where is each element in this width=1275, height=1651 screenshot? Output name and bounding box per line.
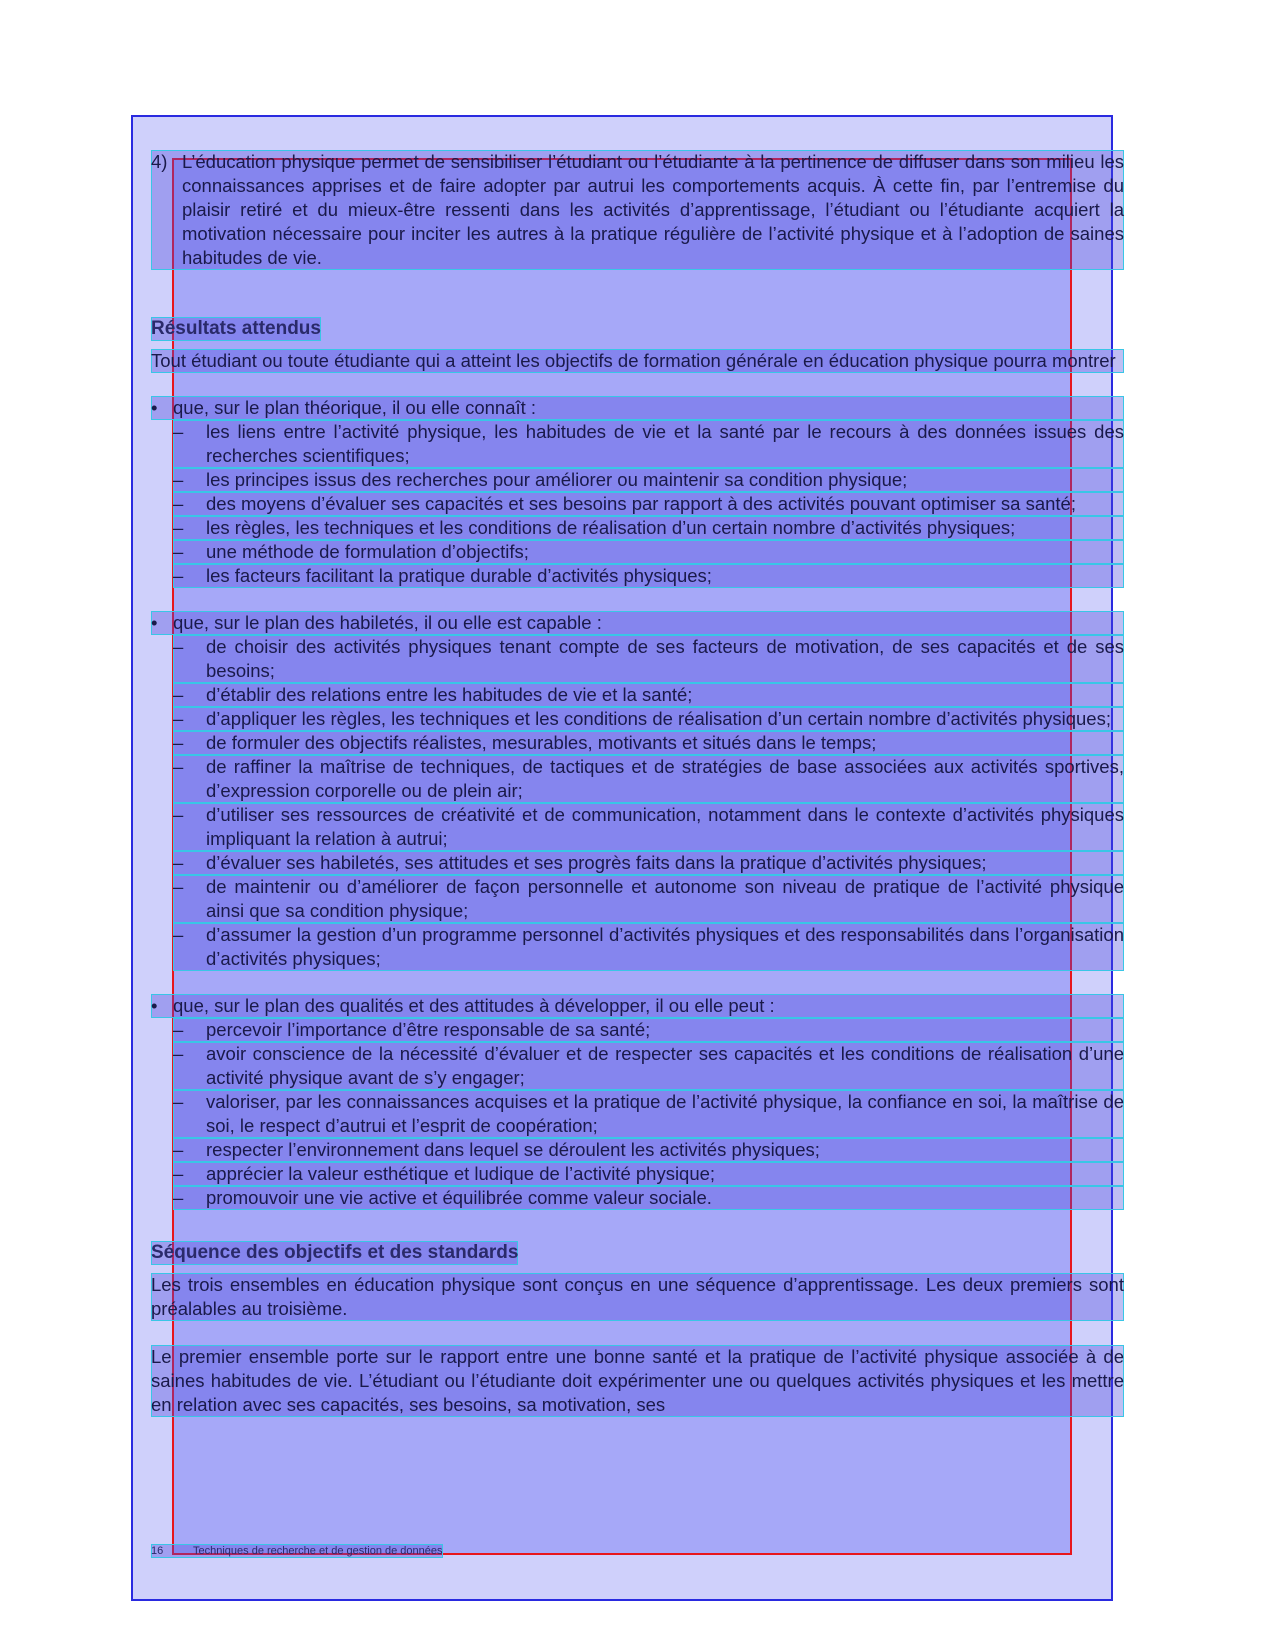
dash-icon: – — [173, 517, 184, 538]
dash-icon: – — [173, 1163, 184, 1184]
dash-icon: – — [173, 469, 184, 490]
list-item: – percevoir l’importance d’être responsable de sa santé; — [173, 1018, 1124, 1042]
sequence-paragraph-2: Le premier ensemble porte sur le rapport entre une bonne santé et la pratique de l’activité physique associée à de saines habitudes de vie. L’étudiant ou l’étudiante doit expérimenter une ou quelques activités physiques et les mettre en relation avec ses capacités, ses besoins, sa motivation, ses — [151, 1346, 1124, 1415]
list-item: – les liens entre l’activité physique, les habitudes de vie et la santé par le recours à des données issues des recherches scientifiques; — [173, 421, 1124, 466]
numbered-item-4 — [151, 150, 1124, 270]
bullet-lead — [151, 396, 1124, 420]
list-item: – d’appliquer les règles, les techniques et les conditions de réalisation d’un certain nombre d’activités physiques; — [173, 707, 1124, 731]
list-item: – apprécier la valeur esthétique et ludique de l’activité physique; — [173, 1162, 1124, 1186]
dash-icon: – — [173, 1019, 184, 1040]
list-item: – une méthode de formulation d’objectifs; — [173, 540, 1124, 564]
dash-icon: – — [173, 1187, 184, 1208]
bullet-lead-text: que, sur le plan des habiletés, il ou elle est capable : — [173, 612, 602, 633]
dash-icon: – — [173, 852, 184, 873]
list-item: – valoriser, par les connaissances acquises et la pratique de l’activité physique, la confiance en soi, la maîtrise de soi, le respect d’autrui et l’esprit de coopération; — [173, 1091, 1124, 1136]
bullet-group-theorique — [151, 396, 1124, 588]
list-item: – promouvoir une vie active et équilibrée comme valeur sociale. — [173, 1186, 1124, 1210]
dash-icon: – — [173, 565, 184, 586]
bullet-group-qualites — [151, 994, 1124, 1210]
dash-icon: – — [173, 708, 184, 729]
page-number: 16 — [151, 1545, 164, 1557]
bullet-lead-text: que, sur le plan théorique, il ou elle connaît : — [173, 397, 537, 418]
bullet-group-habiletes — [151, 611, 1124, 971]
section-heading-sequence: Séquence des objectifs et des standards — [151, 1242, 519, 1263]
bullet-icon: • — [151, 397, 158, 418]
dash-icon: – — [173, 756, 184, 777]
dash-icon: – — [173, 541, 184, 562]
list-item: – de formuler des objectifs réalistes, mesurables, motivants et situés dans le temps; — [173, 731, 1124, 755]
dash-icon: – — [173, 636, 184, 657]
list-item: – de raffiner la maîtrise de techniques, de tactiques et de stratégies de base associées aux activités sportives, d’expression corporelle ou de plein air; — [173, 756, 1124, 801]
dash-icon: – — [173, 684, 184, 705]
item-text: L’éducation physique permet de sensibiliser l’étudiant ou l’étudiante à la pertinence de diffuser dans son milieu les connaissances apprises et de faire adopter par autrui les comportements acquis. À cette fin, par l’entremise du plaisir retiré et du mieux-être ressenti dans les activités d’apprentissage, l’étudiant ou l’étudiante acquiert la motivation nécessaire pour inciter les autres à la pratique régulière de l’activité physique et à l’adoption de saines habitudes de vie. — [182, 151, 1124, 268]
bullet-lead-text: que, sur le plan des qualités et des attitudes à développer, il ou elle peut : — [173, 995, 775, 1016]
bullet-lead — [151, 611, 1124, 635]
bullet-lead — [151, 994, 1124, 1018]
dash-icon: – — [173, 1043, 184, 1064]
dash-icon: – — [173, 804, 184, 825]
list-item: – de maintenir ou d’améliorer de façon personnelle et autonome son niveau de pratique de l’activité physique ainsi que sa condition physique; — [173, 876, 1124, 921]
dash-icon: – — [173, 1091, 184, 1112]
dash-icon: – — [173, 876, 184, 897]
list-item: – respecter l’environnement dans lequel se déroulent les activités physiques; — [173, 1138, 1124, 1162]
document-body — [151, 150, 1124, 1417]
dash-icon: – — [173, 1139, 184, 1160]
page-footer — [151, 1544, 443, 1558]
item-number: 4) — [151, 151, 168, 172]
list-item: – avoir conscience de la nécessité d’évaluer et de respecter ses capacités et les conditions de réalisation d’une activité physique avant de s’y engager; — [173, 1043, 1124, 1088]
dash-icon: – — [173, 732, 184, 753]
footer-title: Techniques de recherche et de gestion de données — [193, 1545, 443, 1557]
bullet-icon: • — [151, 612, 158, 633]
list-item: – de choisir des activités physiques tenant compte de ses facteurs de motivation, de ses capacités et de ses besoins; — [173, 636, 1124, 681]
list-item: – d’assumer la gestion d’un programme personnel d’activités physiques et des responsabilités dans l’organisation d’activités physiques; — [173, 924, 1124, 969]
dash-icon: – — [173, 493, 184, 514]
resultats-intro: Tout étudiant ou toute étudiante qui a atteint les objectifs de formation générale en éducation physique pourra montrer — [151, 349, 1124, 373]
dash-icon: – — [173, 924, 184, 945]
list-item: – d’utiliser ses ressources de créativité et de communication, notamment dans le contexte d’activités physiques impliquant la relation à autrui; — [173, 804, 1124, 849]
list-item: – des moyens d’évaluer ses capacités et ses besoins par rapport à des activités pouvant optimiser sa santé; — [173, 492, 1124, 516]
list-item: – les règles, les techniques et les conditions de réalisation d’un certain nombre d’activités physiques; — [173, 516, 1124, 540]
dash-icon: – — [173, 421, 184, 442]
list-item: – d’évaluer ses habiletés, ses attitudes et ses progrès faits dans la pratique d’activités physiques; — [173, 851, 1124, 875]
list-item: – d’établir des relations entre les habitudes de vie et la santé; — [173, 683, 1124, 707]
bullet-icon: • — [151, 995, 158, 1016]
list-item: – les principes issus des recherches pour améliorer ou maintenir sa condition physique; — [173, 468, 1124, 492]
list-item: – les facteurs facilitant la pratique durable d’activités physiques; — [173, 564, 1124, 588]
sequence-paragraph-1: Les trois ensembles en éducation physique sont conçus en une séquence d’apprentissage. Les deux premiers sont préalables au troisième. — [151, 1274, 1124, 1319]
section-heading-resultats: Résultats attendus — [151, 318, 321, 339]
